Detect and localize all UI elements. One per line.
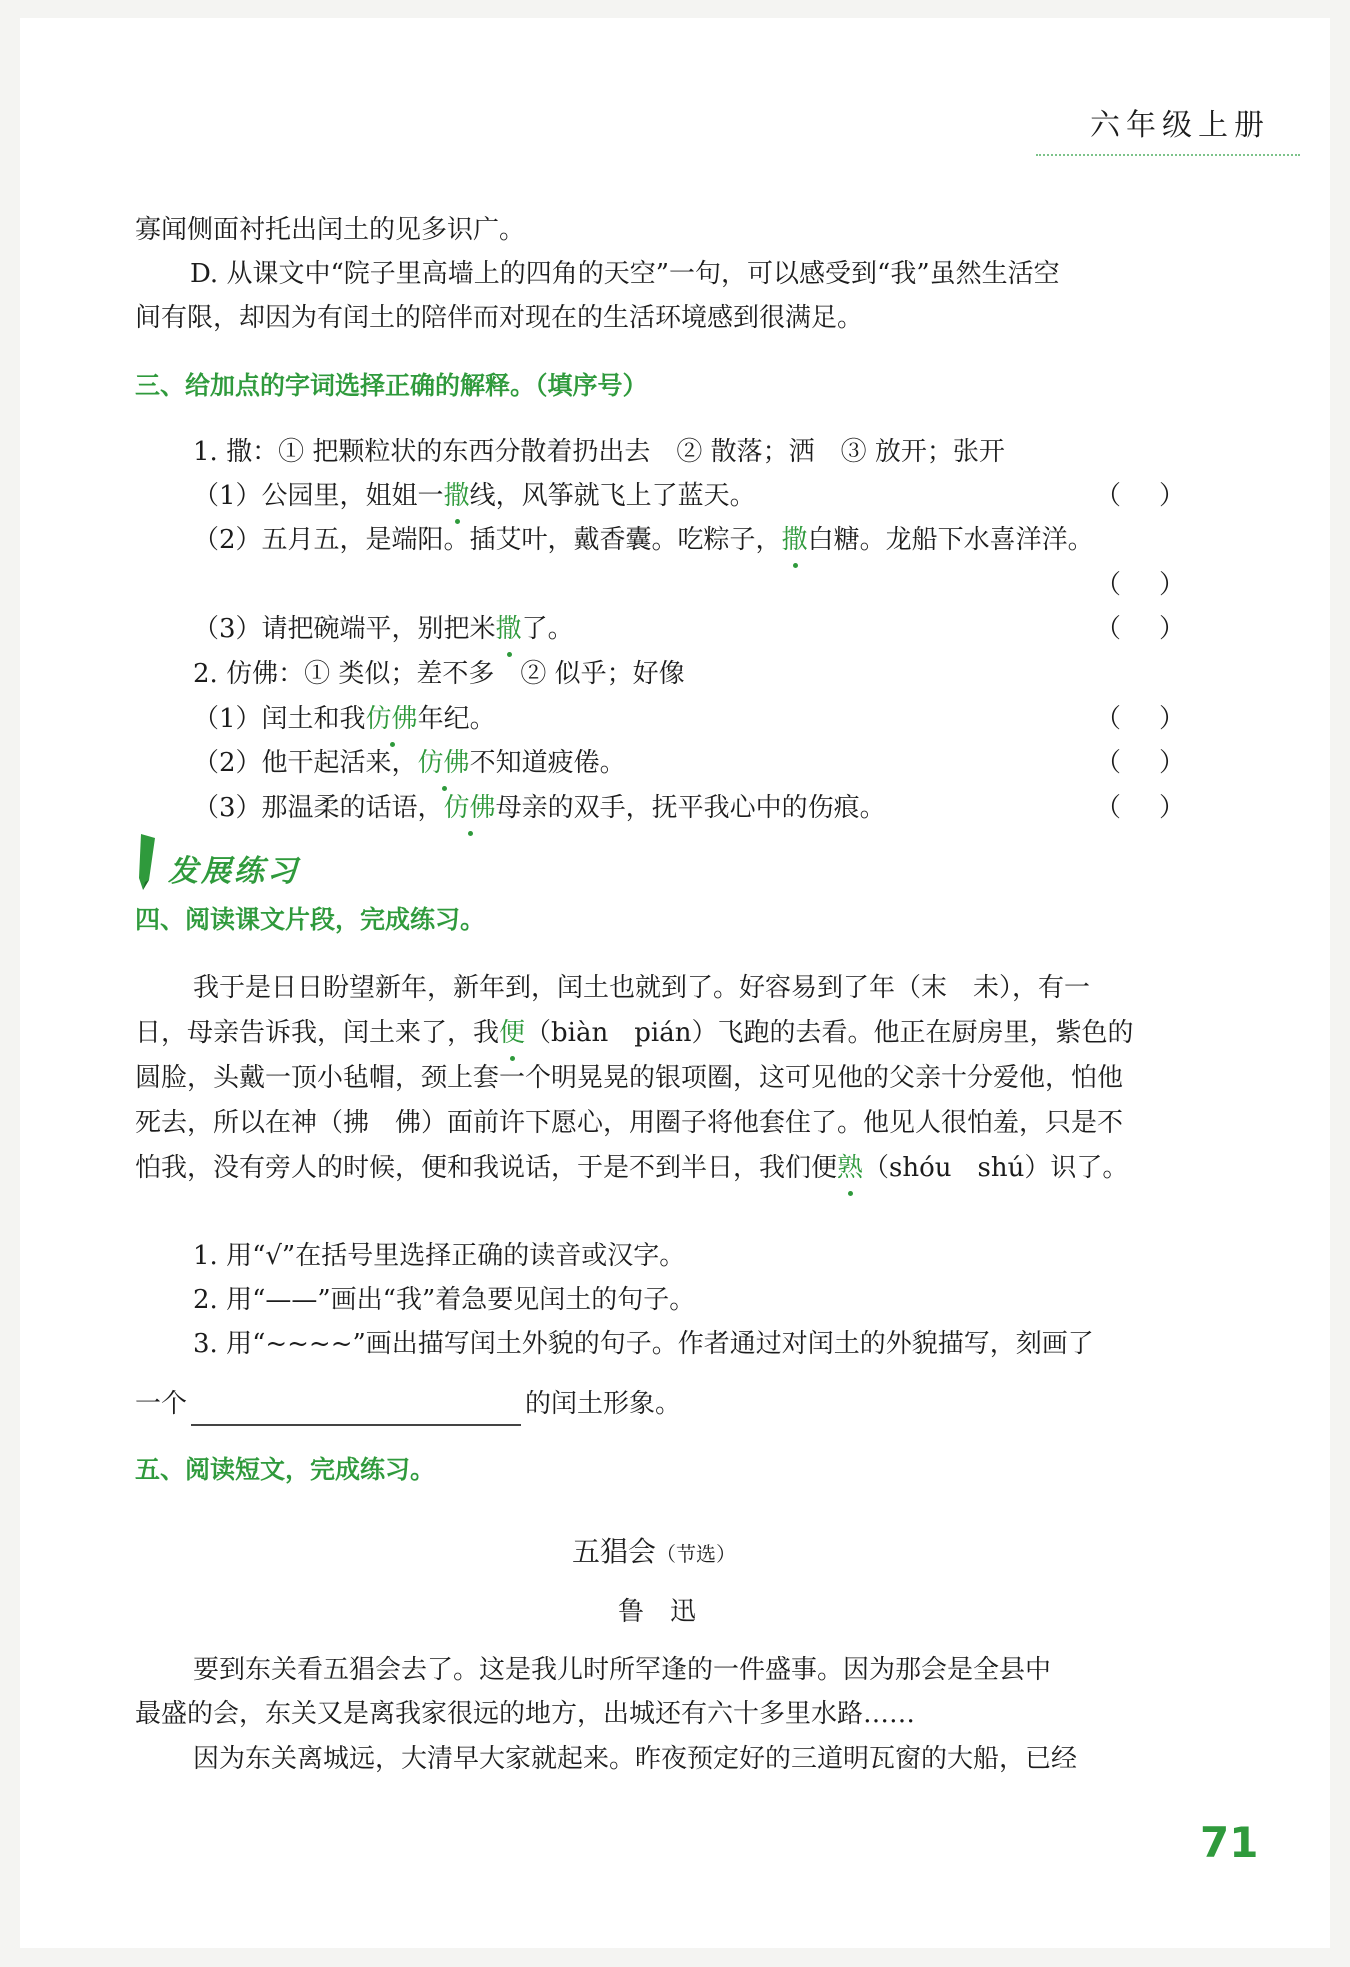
q1-item-2: （2）五月五，是端阳。插艾叶，戴香囊。吃粽子，撒白糖。龙船下水喜洋洋。 xyxy=(193,518,1094,562)
s4-question-3-fill: 一个 的闰土形象。 xyxy=(135,1382,681,1426)
answer-paren[interactable]: （ ） xyxy=(1095,793,1185,823)
answer-paren[interactable]: （ ） xyxy=(1095,704,1185,734)
answer-paren[interactable]: （ ） xyxy=(1095,481,1185,511)
passage-line-4: 死去，所以在神（拂 佛）面前许下愿心，用圈子将他套住了。他见人很怕羞，只是不 xyxy=(135,1108,1124,1138)
s4-question-3: 3. 用“~~~~”画出描写闰土外貌的句子。作者通过对闰土的外貌描写，刻画了 xyxy=(193,1329,1094,1359)
answer-paren[interactable]: （ ） xyxy=(1095,748,1185,778)
intro-line-1: 寡闻侧面衬托出闰土的见多识广。 xyxy=(135,215,526,245)
s4-question-2: 2. 用“——”画出“我”着急要见闰土的句子。 xyxy=(193,1285,696,1315)
development-practice-title: 发展练习 xyxy=(168,854,300,889)
passage-line-5: 怕我，没有旁人的时候，便和我说话，于是不到半日，我们便熟（shóu shú）识了。 xyxy=(135,1146,1128,1190)
q2-item-2: （2）他干起活来，仿佛不知道疲倦。 xyxy=(193,741,626,785)
dotted-char: 撒 xyxy=(444,474,470,518)
dotted-word: 仿佛 xyxy=(366,697,418,741)
answer-paren[interactable]: （ ） xyxy=(1095,614,1185,644)
dotted-word: 仿佛 xyxy=(418,741,470,785)
article-line-1: 要到东关看五猖会去了。这是我儿时所罕逢的一件盛事。因为那会是全县中 xyxy=(193,1655,1052,1685)
dotted-word: 仿佛 xyxy=(444,786,496,830)
section-3-title: 三、给加点的字词选择正确的解释。（填序号） xyxy=(135,371,648,400)
dotted-char: 熟 xyxy=(837,1146,863,1190)
q1-definitions: 1. 撒：① 把颗粒状的东西分散着扔出去 ② 散落；洒 ③ 放开；张开 xyxy=(193,437,1005,467)
q2-definitions: 2. 仿佛：① 类似；差不多 ② 似乎；好像 xyxy=(193,659,685,689)
dotted-char: 撒 xyxy=(782,518,808,562)
q1-item-3: （3）请把碗端平，别把米撒了。 xyxy=(193,607,574,651)
section-5-title: 五、阅读短文，完成练习。 xyxy=(135,1455,436,1484)
passage-line-1: 我于是日日盼望新年，新年到，闰土也就到了。好容易到了年（末 未），有一 xyxy=(193,973,1091,1003)
article-line-3: 因为东关离城远，大清早大家就起来。昨夜预定好的三道明瓦窗的大船，已经 xyxy=(193,1744,1078,1774)
article-author: 鲁 迅 xyxy=(618,1597,697,1627)
section-4-title: 四、阅读课文片段，完成练习。 xyxy=(135,905,486,934)
passage-line-3: 圆脸，头戴一顶小毡帽，颈上套一个明晃晃的银项圈，这可见他的父亲十分爱他，怕他 xyxy=(135,1063,1124,1093)
s4-question-1: 1. 用“√”在括号里选择正确的读音或汉字。 xyxy=(193,1241,686,1271)
article-line-2: 最盛的会，东关又是离我家很远的地方，出城还有六十多里水路…… xyxy=(135,1699,916,1729)
intro-line-3: 间有限，却因为有闰土的陪伴而对现在的生活环境感到很满足。 xyxy=(135,303,864,333)
answer-blank[interactable] xyxy=(191,1394,521,1426)
pencil-icon xyxy=(133,830,161,892)
dotted-char: 撒 xyxy=(496,607,522,651)
dotted-char: 便 xyxy=(499,1011,525,1055)
intro-line-2: D. 从课文中“院子里高墙上的四角的天空”一句，可以感受到“我”虽然生活空 xyxy=(190,259,1060,289)
passage-line-2: 日，母亲告诉我，闰土来了，我便（biàn pián）飞跑的去看。他正在厨房里，紫色的 xyxy=(135,1011,1133,1055)
q2-item-1: （1）闰土和我仿佛年纪。 xyxy=(193,697,496,741)
q2-item-3: （3）那温柔的话语，仿佛母亲的双手，抚平我心中的伤痕。 xyxy=(193,786,886,830)
q1-item-1: （1）公园里，姐姐一撒线，风筝就飞上了蓝天。 xyxy=(193,474,756,518)
grade-title: 六年级上册 xyxy=(1090,108,1270,143)
article-title: 五猖会（节选） xyxy=(572,1535,737,1568)
page-number: 71 xyxy=(1200,1818,1259,1867)
answer-paren[interactable]: （ ） xyxy=(1095,570,1185,600)
